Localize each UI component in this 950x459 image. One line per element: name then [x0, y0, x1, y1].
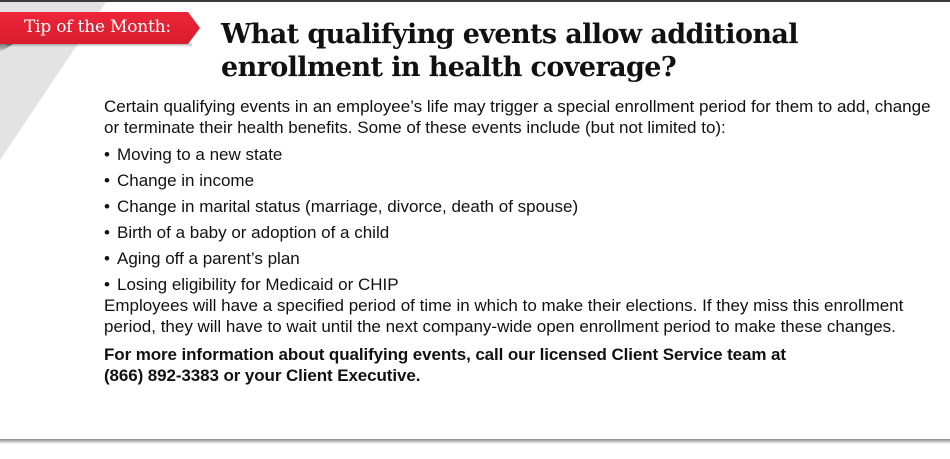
list-item	[104, 144, 944, 170]
bullet-icon: •	[104, 171, 110, 190]
intro-paragraph: Certain qualifying events in an employee’s life may trigger a special enrollment period for them to add, change or terminate their health benefits. Some of these events include (but not limited to):	[104, 97, 931, 137]
list-item-text: Losing eligibility for Medicaid or CHIP	[117, 275, 399, 294]
contact-callout-line-1: For more information about qualifying events, call our licensed Client Service team at	[104, 345, 786, 364]
list-item-text: Change in marital status (marriage, divorce, death of spouse)	[117, 197, 579, 216]
qualifying-events-list	[104, 144, 944, 300]
banner-shadow	[6, 44, 192, 47]
list-item-text: Birth of a baby or adoption of a child	[117, 223, 390, 242]
bullet-icon: •	[104, 249, 110, 268]
title-line-2: enrollment in health coverage?	[221, 52, 677, 83]
bullet-icon: •	[104, 275, 110, 294]
top-border	[0, 0, 950, 2]
list-item-text: Moving to a new state	[117, 145, 283, 164]
bottom-divider	[0, 439, 950, 444]
contact-callout	[104, 344, 944, 386]
list-item-text: Aging off a parent’s plan	[117, 249, 300, 268]
banner-label: Tip of the Month:	[24, 17, 171, 37]
list-item-text: Change in income	[117, 171, 255, 190]
list-item	[104, 222, 944, 248]
article-body	[104, 96, 944, 386]
page-title	[221, 18, 941, 84]
outro-paragraph: Employees will have a specified period of time in which to make their elections. If they miss this enrollment period, they will have to wait until the next company-wide open enrollment period to make these changes.	[104, 296, 904, 336]
bullet-icon: •	[104, 223, 110, 242]
bullet-icon: •	[104, 145, 110, 164]
list-item	[104, 170, 944, 196]
contact-phone-line: (866) 892-3383 or your Client Executive.	[104, 366, 421, 385]
title-line-1: What qualifying events allow additional	[221, 19, 798, 50]
bullet-icon: •	[104, 197, 110, 216]
list-item	[104, 248, 944, 274]
list-item	[104, 196, 944, 222]
